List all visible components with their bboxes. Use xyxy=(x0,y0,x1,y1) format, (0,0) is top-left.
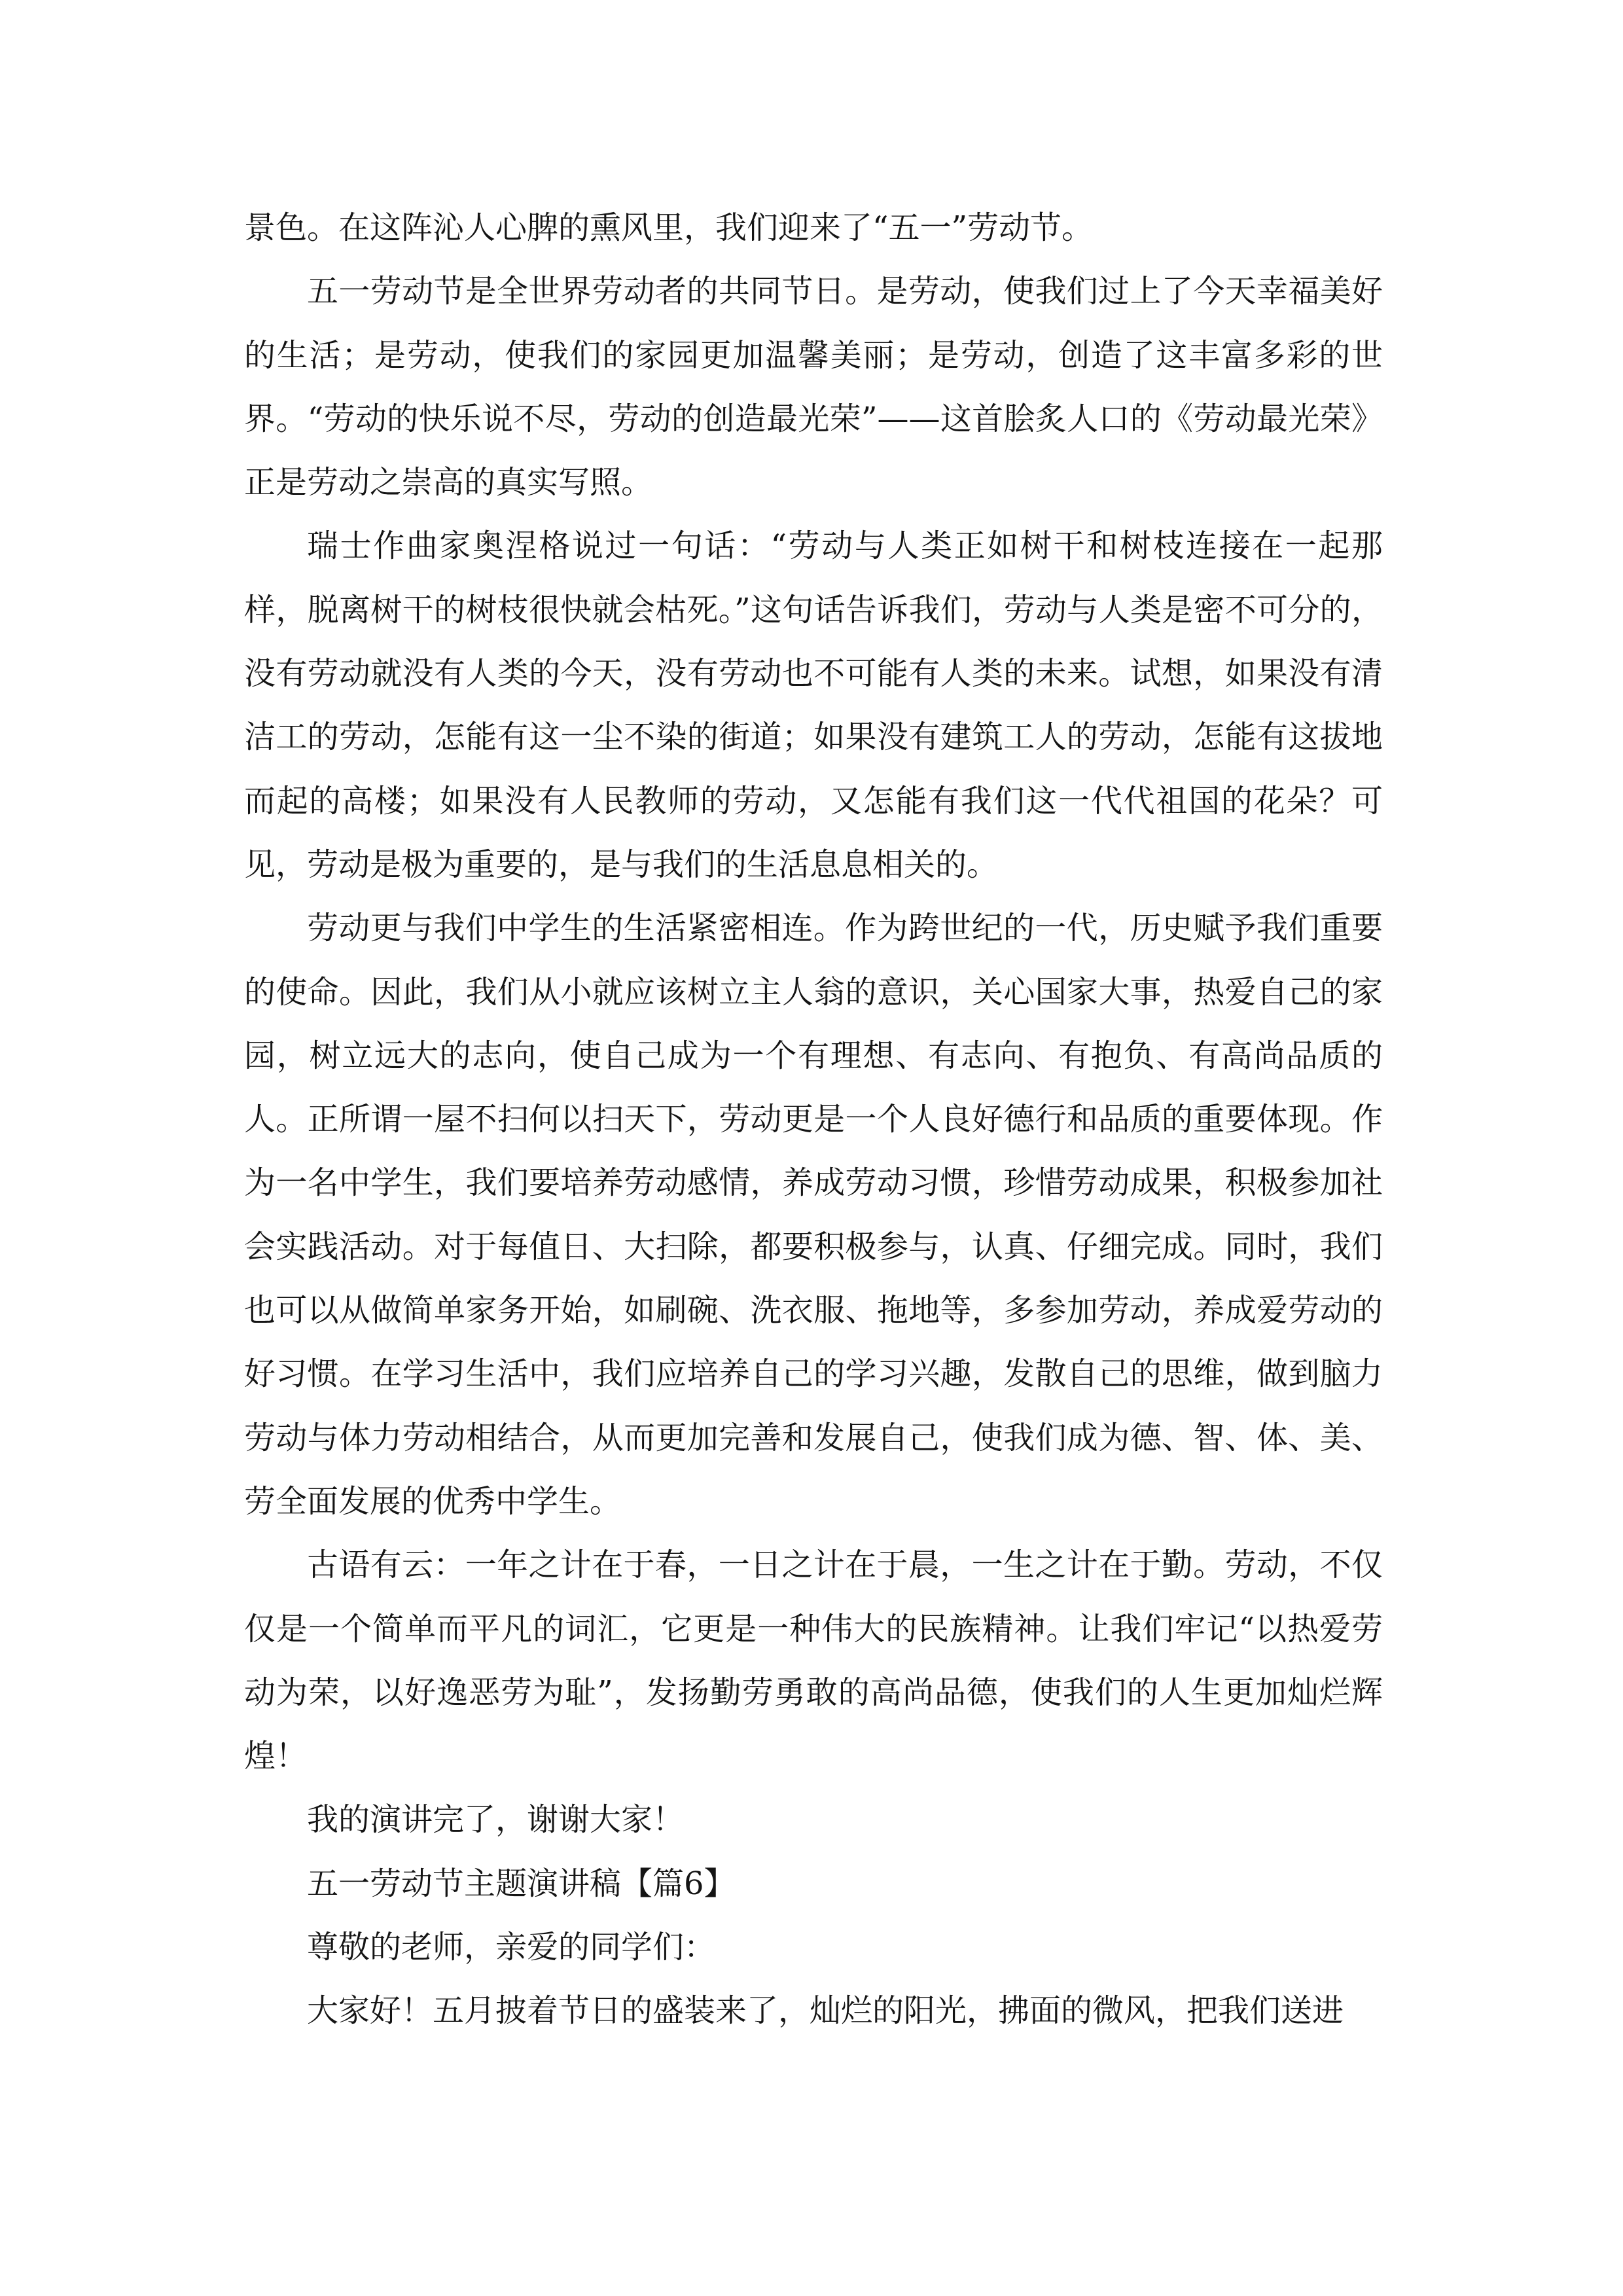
paragraph-labor-day-meaning: 五一劳动节是全世界劳动者的共同节日。是劳动，使我们过上了今天幸福美好的生活；是劳动，使我们的家园更加温馨美丽；是劳动，创造了这丰富多彩的世界。“劳动的快乐说不尽，劳动的创造最光荣”——这首脍炙人口的《劳动最光荣》正是劳动之崇高的真实写照。 xyxy=(244,273,1383,501)
document-body xyxy=(244,196,1383,2043)
paragraph-greeting: 大家好！五月披着节日的盛装来了，灿烂的阳光，拂面的微风，把我们送进 xyxy=(307,1992,1344,2030)
paragraph-ancient-saying: 古语有云：一年之计在于春，一日之计在于晨，一生之计在于勤。劳动，不仅仅是一个简单而平凡的词汇，它更是一种伟大的民族精神。让我们牢记“以热爱劳动为荣，以好逸恶劳为耻”，发扬勤劳勇敢的高尚品德，使我们的人生更加灿烂辉煌！ xyxy=(244,1547,1383,1775)
paragraph-honegger-quote: 瑞士作曲家奥涅格说过一句话：“劳动与人类正如树干和树枝连接在一起那样，脱离树干的树枝很快就会枯死。”这句话告诉我们，劳动与人类是密不可分的，没有劳动就没有人类的今天，没有劳动也不可能有人类的未来。试想，如果没有清洁工的劳动，怎能有这一尘不染的街道；如果没有建筑工人的劳动，怎能有这拔地而起的高楼；如果没有人民教师的劳动，又怎能有我们这一代代祖国的花朵？可见，劳动是极为重要的，是与我们的生活息息相关的。 xyxy=(244,528,1383,883)
paragraph-closing: 我的演讲完了，谢谢大家！ xyxy=(307,1801,685,1839)
paragraph-continuation: 景色。在这阵沁人心脾的熏风里，我们迎来了“五一”劳动节。 xyxy=(244,209,1094,246)
paragraph-students-labor: 劳动更与我们中学生的生活紧密相连。作为跨世纪的一代，历史赋予我们重要的使命。因此，我们从小就应该树立主人翁的意识，关心国家大事，热爱自己的家园，树立远大的志向，使自己成为一个有理想、有志向、有抱负、有高尚品质的人。正所谓一屋不扫何以扫天下，劳动更是一个人良好德行和品质的重要体现。作为一名中学生，我们要培养劳动感情，养成劳动习惯，珍惜劳动成果，积极参加社会实践活动。对于每值日、大扫除，都要积极参与，认真、仔细完成。同时，我们也可以从做简单家务开始，如刷碗、洗衣服、拖地等，多参加劳动，养成爱劳动的好习惯。在学习生活中，我们应培养自己的学习兴趣，发散自己的思维，做到脑力劳动与体力劳动相结合，从而更加完善和发展自己，使我们成为德、智、体、美、劳全面发展的优秀中学生。 xyxy=(244,910,1383,1520)
section-heading-speech-6: 五一劳动节主题演讲稿【篇6】 xyxy=(307,1865,736,1902)
paragraph-salutation: 尊敬的老师，亲爱的同学们： xyxy=(307,1929,716,1966)
